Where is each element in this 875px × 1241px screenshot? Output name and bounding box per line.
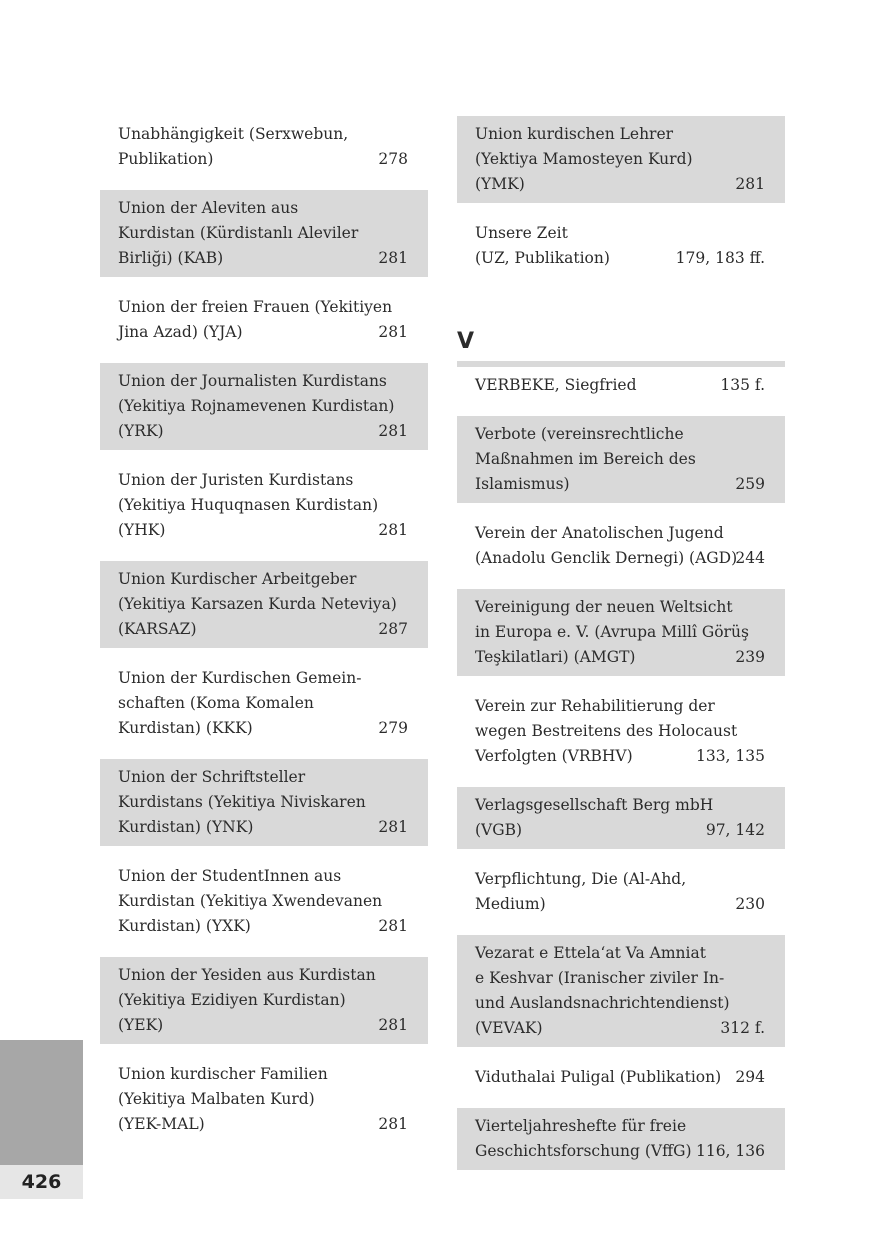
index-entry-term	[118, 468, 410, 543]
index-group-v	[457, 367, 785, 1170]
index-entry-line: Union der Kurdischen Gemein-	[118, 669, 362, 687]
index-column-right	[457, 116, 785, 1170]
index-entry-line: Teşkilatlari) (AMGT)	[475, 648, 636, 666]
index-entry-line: Maßnahmen im Bereich des	[475, 450, 696, 468]
index-entry	[457, 935, 785, 1047]
index-entry-line: (Yekitiya Huquqnasen Kurdistan)	[118, 496, 379, 514]
index-entry	[457, 787, 785, 849]
index-entry-line: (Yekitiya Rojnamevenen Kurdistan)	[118, 397, 395, 415]
index-entry	[100, 289, 428, 351]
index-entry-page-ref: 116, 136	[695, 1142, 765, 1160]
index-entry-line: Verpflichtung, Die (Al-Ahd,	[475, 870, 687, 888]
index-entry-term	[118, 567, 410, 642]
index-entry-line: Vierteljahreshefte für freie	[475, 1117, 687, 1135]
index-entry-line: Vezarat e Ettela‘at Va Amniat	[475, 944, 706, 962]
index-entry-term	[118, 864, 410, 939]
index-entry	[457, 1059, 785, 1096]
index-entry-page-ref: 230	[735, 895, 765, 913]
index-entry-line: Unabhängigkeit (Serxwebun,	[118, 125, 349, 143]
index-entry-page-ref: 281	[378, 917, 408, 935]
index-entry-page-ref: 239	[735, 648, 765, 666]
index-entry-page-ref: 97, 142	[705, 821, 765, 839]
index-entry-term	[118, 122, 410, 172]
index-entry-term	[118, 196, 410, 271]
index-entry	[457, 116, 785, 203]
index-entry-term	[118, 963, 410, 1038]
index-entry-line: Publikation)	[118, 150, 214, 168]
index-entry-page-ref: 281	[378, 249, 408, 267]
index-entry-page-ref: 259	[735, 475, 765, 493]
index-entry-line: schaften (Koma Komalen	[118, 694, 314, 712]
index-entry-line: (Anadolu Genclik Dernegi) (AGD)	[475, 549, 738, 567]
index-entry-line: Verfolgten (VRBHV)	[475, 747, 633, 765]
index-entry-line: Kurdistan) (KKK)	[118, 719, 253, 737]
index-entry-page-ref: 281	[378, 521, 408, 539]
index-entry-line: Jina Azad) (YJA)	[118, 323, 243, 341]
index-entry-line: Kurdistans (Yekitiya Niviskaren	[118, 793, 366, 811]
index-entry-page-ref: 135 f.	[720, 376, 765, 394]
index-entry-line: Verbote (vereinsrechtliche	[475, 425, 684, 443]
index-entry	[457, 589, 785, 676]
index-entry-page-ref: 133, 135	[695, 747, 765, 765]
index-entry-line: (Yekitiya Malbaten Kurd)	[118, 1090, 315, 1108]
index-entry-line: Birliği) (KAB)	[118, 249, 224, 267]
page-number: 426	[0, 1165, 83, 1199]
index-entry-page-ref: 244	[735, 549, 765, 567]
index-entry-term	[118, 369, 410, 444]
index-entry-term	[475, 521, 767, 571]
index-group-u-continued	[457, 116, 785, 277]
index-entry	[457, 515, 785, 577]
index-entry-line: Vereinigung der neuen Weltsicht	[475, 598, 733, 616]
index-entry-line: Union der Schriftsteller	[118, 768, 306, 786]
index-entry	[457, 367, 785, 404]
index-entry-line: (YHK)	[118, 521, 166, 539]
index-entry-line: Union der Aleviten aus	[118, 199, 299, 217]
index-entry-line: Viduthalai Puligal (Publikation)	[475, 1068, 722, 1086]
index-entry	[100, 561, 428, 648]
index-entry-line: Verlagsgesellschaft Berg mbH	[475, 796, 714, 814]
index-entry	[100, 116, 428, 178]
index-entry-line: Union der Juristen Kurdistans	[118, 471, 354, 489]
index-entry	[100, 858, 428, 945]
index-entry-page-ref: 281	[378, 1016, 408, 1034]
section-v	[457, 327, 785, 1170]
index-entry-line: e Keshvar (Iranischer ziviler In-	[475, 969, 725, 987]
index-entry-line: (VGB)	[475, 821, 523, 839]
index-entry-line: (YMK)	[475, 175, 525, 193]
index-entry-line: Kurdistan) (YNK)	[118, 818, 254, 836]
index-entry-term	[475, 595, 767, 670]
index-entry-line: Union kurdischen Lehrer	[475, 125, 674, 143]
section-letter-heading: V	[457, 329, 475, 354]
index-entry-line: (YRK)	[118, 422, 164, 440]
index-entry-line: (VEVAK)	[475, 1019, 543, 1037]
index-entry-page-ref: 281	[378, 1115, 408, 1133]
index-entry-line: Kurdistan) (YXK)	[118, 917, 251, 935]
index-entry-page-ref: 287	[378, 620, 408, 638]
index-entry	[100, 462, 428, 549]
index-entry-page-ref: 312 f.	[720, 1019, 765, 1037]
index-entry	[100, 957, 428, 1044]
index-entry	[457, 416, 785, 503]
index-entry-line: Verein zur Rehabilitierung der	[475, 697, 715, 715]
index-entry-line: Union der Yesiden aus Kurdistan	[118, 966, 376, 984]
index-entry-line: in Europa e. V. (Avrupa Millî Görüş	[475, 623, 749, 641]
index-entry	[457, 1108, 785, 1170]
index-entry-term	[118, 295, 410, 345]
index-entry-line: und Auslandsnachrichtendienst)	[475, 994, 730, 1012]
index-entry-line: Unsere Zeit	[475, 224, 568, 242]
index-entry-line: Union der Journalisten Kurdistans	[118, 372, 387, 390]
index-entry-term	[118, 765, 410, 840]
index-entry-page-ref: 278	[378, 150, 408, 168]
index-entry-page-ref: 281	[378, 818, 408, 836]
index-entry-page-ref: 281	[378, 323, 408, 341]
index-entry-page-ref: 179, 183 ff.	[675, 249, 765, 267]
thumb-tab	[0, 1040, 83, 1165]
index-entry-line: (Yekitiya Ezidiyen Kurdistan)	[118, 991, 346, 1009]
index-entry-term	[118, 1062, 410, 1137]
index-entry-line: (KARSAZ)	[118, 620, 197, 638]
index-entry-line: (Yektiya Mamosteyen Kurd)	[475, 150, 693, 168]
index-entry-line: (YEK-MAL)	[118, 1115, 205, 1133]
index-entry-line: Medium)	[475, 895, 546, 913]
index-entry	[100, 1056, 428, 1143]
index-entry-term	[475, 122, 767, 197]
index-entry-page-ref: 279	[378, 719, 408, 737]
index-entry-line: Union der StudentInnen aus	[118, 867, 342, 885]
index-entry-line: Union der freien Frauen (Yekitiyen	[118, 298, 393, 316]
index-entry-page-ref: 281	[378, 422, 408, 440]
index-entry	[457, 215, 785, 277]
index-entry	[100, 363, 428, 450]
index-entry	[457, 688, 785, 775]
index-entry	[100, 660, 428, 747]
index-entry-line: (Yekitiya Karsazen Kurda Neteviya)	[118, 595, 397, 613]
index-entry-line: Verein der Anatolischen Jugend	[475, 524, 724, 542]
index-entry-line: (YEK)	[118, 1016, 164, 1034]
index-entry-line: VERBEKE, Siegfried	[475, 376, 637, 394]
index-entry	[100, 190, 428, 277]
index-entry-line: wegen Bestreitens des Holocaust	[475, 722, 738, 740]
index-entry-line: Geschichtsforschung (VffG)	[475, 1142, 692, 1160]
index-entry-line: Union kurdischer Familien	[118, 1065, 328, 1083]
index-column-left	[100, 116, 428, 1143]
index-entry	[457, 861, 785, 923]
index-entry-term	[475, 867, 767, 917]
index-entry-line: Union Kurdischer Arbeitgeber	[118, 570, 357, 588]
index-entry-line: (UZ, Publikation)	[475, 249, 610, 267]
index-entry-term	[118, 666, 410, 741]
index-entry-term	[475, 422, 767, 497]
index-entry-page-ref: 281	[735, 175, 765, 193]
index-entry-line: Kurdistan (Kürdistanlı Aleviler	[118, 224, 359, 242]
index-entry	[100, 759, 428, 846]
index-entry-page-ref: 294	[735, 1068, 765, 1086]
index-entry-line: Kurdistan (Yekitiya Xwendevanen	[118, 892, 383, 910]
index-entry-line: Islamismus)	[475, 475, 570, 493]
index-entry-term	[475, 1065, 767, 1090]
